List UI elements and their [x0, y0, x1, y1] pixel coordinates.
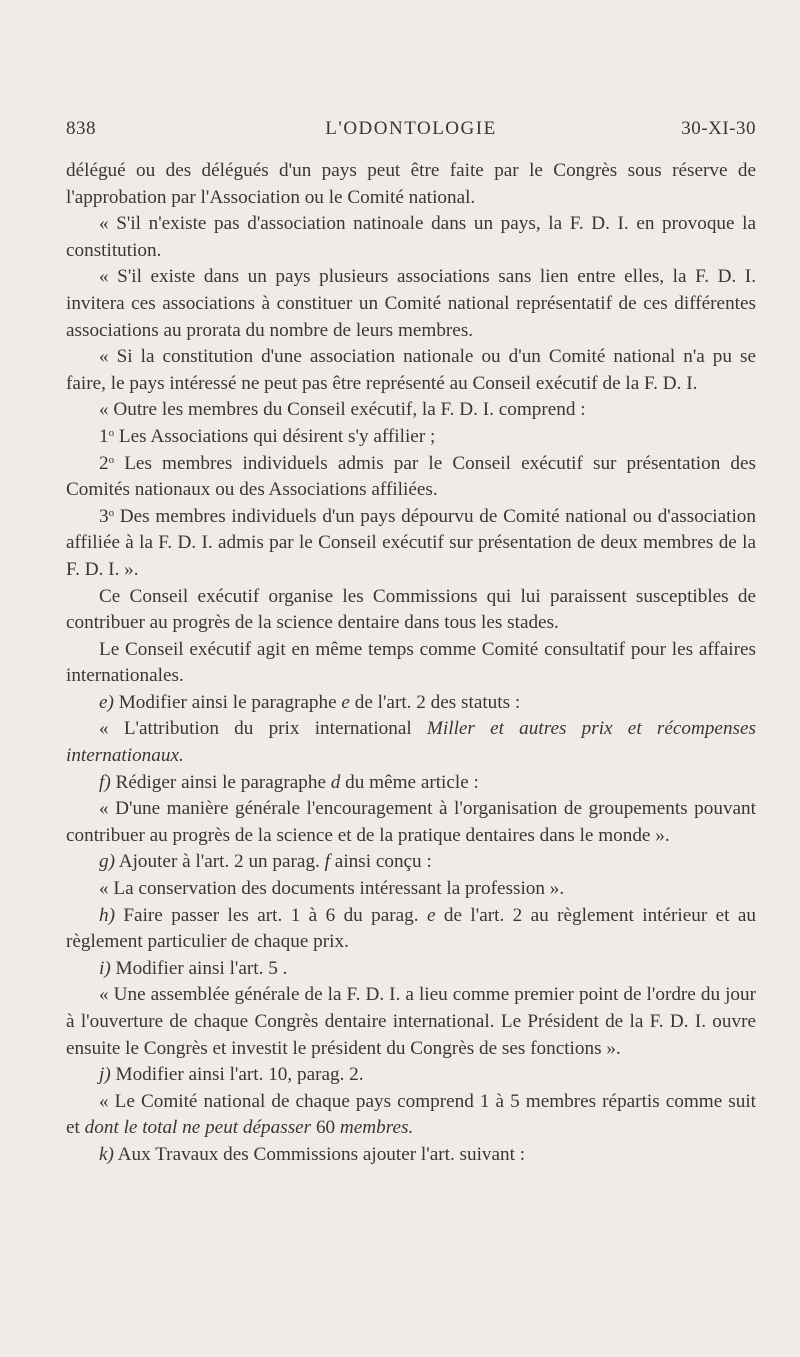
item-letter: f) [99, 771, 111, 793]
text-run: Aux Travaux des Commissions ajouter l'art. suivant : [113, 1143, 526, 1165]
text-run: de l'art. 2 au règlement intérieur et au règlement particulier de chaque prix. [66, 904, 756, 953]
paragraph: Ce Conseil exécutif organise les Commissions qui lui paraissent susceptibles de contribuer au progrès de la science dentaire dans tous les stades. [66, 585, 756, 634]
paragraph [66, 716, 756, 769]
paragraph: « S'il existe dans un pays plusieurs associations sans lien entre elles, la F. D. I. invitera ces associations à constituer un Comité national représentatif de ces différentes associations au prorata du nombre de leurs membres. [66, 266, 756, 341]
item-letter: h) [99, 904, 115, 926]
text-run: Ajouter à l'art. 2 un parag. [114, 851, 325, 873]
text-run: Modifier ainsi le paragraphe [113, 691, 342, 713]
paragraph [66, 770, 756, 797]
text-run: 60 [311, 1117, 340, 1139]
text-run: Modifier ainsi l'art. 5 . [110, 957, 288, 979]
paragraph: « La conservation des documents intéressant la profession ». [99, 878, 565, 900]
text-run: « Le Comité national de chaque pays comprend 1 à 5 membres répartis comme suit et [66, 1090, 756, 1139]
item-letter: g) [99, 851, 115, 873]
paragraph [66, 1062, 756, 1089]
text-run: membres. [339, 1117, 414, 1139]
running-header [66, 118, 756, 148]
paragraph [66, 956, 756, 983]
paragraph: Le Conseil exécutif agit en même temps comme Comité consultatif pour les affaires internationales. [66, 638, 756, 687]
list-text: Les Associations qui désirent s'y affilier ; [114, 425, 436, 447]
text-run: Rédiger ainsi le paragraphe [110, 771, 331, 793]
paragraph: « D'une manière générale l'encouragement à l'organisation de groupements pouvant contribuer au progrès de la science et de la pratique dentaires dans le monde ». [66, 798, 756, 846]
paragraph: « Une assemblée générale de la F. D. I. a lieu comme premier point de l'ordre du jour à l'ouverture de chaque Congrès dentaire international. Le Président de la F. D. I. ouvre ensuite le Congrès et investit le président du Congrès de ses fonctions ». [66, 984, 756, 1059]
ordinal-mark: o [108, 506, 115, 519]
paragraph [66, 424, 756, 451]
page-number: 838 [66, 118, 96, 139]
text-run: Miller et autres prix et récompenses internationaux. [66, 718, 756, 767]
item-letter: i) [99, 957, 111, 979]
paragraph [66, 903, 756, 956]
text-run: « L'attribution du prix international [99, 718, 427, 740]
body-text [66, 158, 756, 1169]
list-number: 2 [99, 452, 109, 474]
journal-title: L'ODONTOLOGIE [325, 118, 497, 139]
issue-date: 30-XI-30 [681, 118, 756, 139]
text-run: ainsi conçu : [330, 851, 432, 873]
ordinal-mark: o [108, 453, 115, 466]
text-run: e [341, 691, 350, 713]
paragraph: délégué ou des délégués d'un pays peut être faite par le Congrès sous réserve de l'approbation par l'Association ou le Comité national. [66, 160, 756, 208]
paragraph [66, 690, 756, 717]
paragraph: « S'il n'existe pas d'association natinoale dans un pays, la F. D. I. en provoque la constitution. [66, 213, 756, 261]
ordinal-mark: o [108, 426, 115, 439]
list-number: 3 [99, 505, 109, 527]
item-letter: e) [99, 691, 114, 713]
text-run: de l'art. 2 des statuts : [349, 691, 521, 713]
text-run: dont le total ne peut dépasser [84, 1117, 312, 1139]
paragraph: « Si la constitution d'une association nationale ou d'un Comité national n'a pu se faire, le pays intéressé ne peut pas être représenté au Conseil exécutif de la F. D. I. [66, 346, 756, 394]
text-run: Faire passer les art. 1 à 6 du parag. [114, 904, 427, 926]
item-letter: j) [99, 1064, 111, 1086]
paragraph [66, 1142, 756, 1169]
paragraph [66, 451, 756, 504]
paragraph [66, 504, 756, 584]
paragraph [66, 849, 756, 876]
list-text: Les membres individuels admis par le Conseil exécutif sur présentation des Comités nationaux ou des Associations affiliées. [66, 452, 756, 501]
list-text: Des membres individuels d'un pays dépourvu de Comité national ou d'association affiliée à la F. D. I. admis par le Conseil exécutif sur présentation de deux membres de la F. D. I. ». [66, 505, 756, 580]
text-run: e [426, 904, 436, 926]
paragraph: « Outre les membres du Conseil exécutif, la F. D. I. comprend : [99, 399, 586, 421]
text-run: d [330, 771, 341, 793]
text-run: f [324, 851, 330, 873]
list-number: 1 [99, 425, 109, 447]
item-letter: k) [99, 1143, 114, 1165]
text-run: du même article : [340, 771, 479, 793]
paragraph [66, 1089, 756, 1142]
text-run: Modifier ainsi l'art. 10, parag. 2. [110, 1064, 364, 1086]
